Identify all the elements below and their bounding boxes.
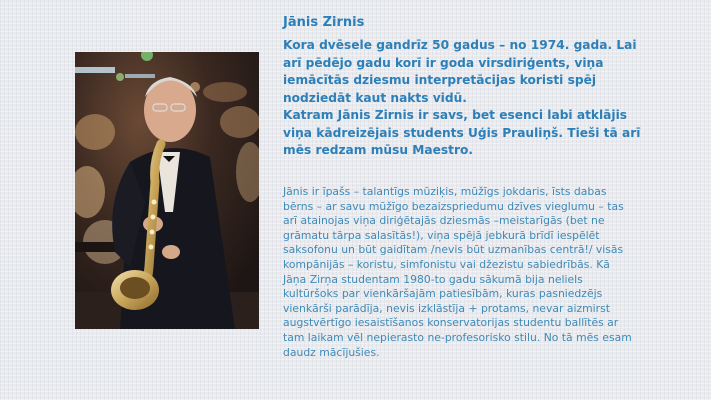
- quote-paragraph: Jānis ir īpašs – talantīgs mūziķis, mūžīgs jokdaris, īsts dabas bērns – ar savu mūžīgo bezaizspriedumu dzīves vieglumu – tas arī atainojas viņa diriģētajās dziesmās –meistarīgās (bet ne grāmatu tārpa salasītās!), viņa spējā jebkurā brīdī iespēlēt saksofonu un būt gaidītam /nevis būt uzmanības centrā!/ visās kompānijās – koristu, simfonistu vai džezistu sabiedrībās. Kā Jāņa Zirņa studentam 1980-to gadu sākumā bija neliels kultūršoks par vienkāršajām patiesībām, kuras pasniedzējs vienkārši parādīja, nevis izklāstīja + protams, nevar aizmirst augstvērtīgo iesaistīšanos konservatorijas studentu ballītēs ar tam laikam vēl nepierasto ne-profesorisko stilu. No tā mēs esam daudz mācījušies.: [283, 185, 632, 359]
- saxophone-player-photo: [75, 52, 259, 329]
- intro-paragraph: Kora dvēsele gandrīz 50 gadus – no 1974. gada. Lai arī pēdējo gadu korī ir goda virsdiriģents, viņa iemācītās dziesmu interpretācijas koristi spēj nodziedāt kaut nakts vidū.: [283, 38, 637, 105]
- quote-intro-paragraph: Katram Jānis Zirnis ir savs, bet esenci labi atklājis viņa kādreizējais students Uģis Prauliņš. Tieši tā arī mēs redzam mūsu Maestro.: [283, 108, 641, 157]
- page-title: Jānis Zirnis: [283, 15, 365, 30]
